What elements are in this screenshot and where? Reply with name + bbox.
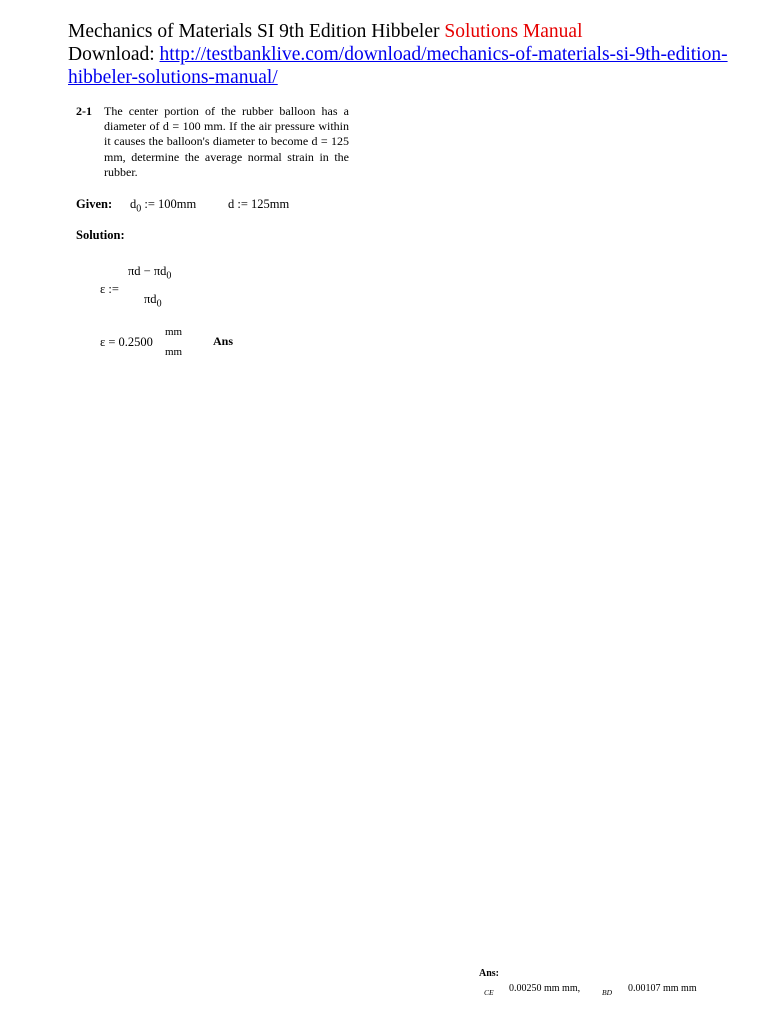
- footer-ans-label: Ans:: [479, 968, 500, 979]
- footer-ce-subscript: CE: [484, 988, 494, 997]
- strain-result: ε = 0.2500: [100, 335, 153, 349]
- download-label: Download:: [68, 44, 160, 65]
- document-header: [68, 20, 758, 89]
- denominator-text: πd: [144, 292, 157, 306]
- footer-value-ce: 0.00250 mm mm,: [509, 983, 581, 994]
- download-link-part2[interactable]: hibbeler-solutions-manual/: [68, 67, 278, 88]
- unit-denominator: mm: [165, 346, 183, 358]
- title-text: Mechanics of Materials SI 9th Edition Hibbeler: [68, 21, 445, 42]
- answer-label: Ans: [213, 334, 234, 348]
- given-d0: [130, 197, 196, 215]
- header-title: [68, 20, 758, 43]
- strain-denominator: [144, 292, 162, 310]
- solution-label: Solution:: [76, 228, 125, 242]
- given-d0-var: d: [130, 197, 137, 211]
- given-label: Given:: [76, 197, 113, 211]
- numerator-sub: 0: [166, 270, 172, 282]
- strain-definition-label: ε :=: [100, 282, 119, 296]
- strain-numerator: [128, 264, 171, 282]
- title-highlight: Solutions Manual: [444, 21, 583, 42]
- download-line: [68, 43, 758, 66]
- given-d0-sub: 0: [136, 203, 142, 215]
- denominator-sub: 0: [156, 298, 162, 310]
- given-d: d := 125mm: [228, 197, 290, 211]
- given-d0-value: := 100mm: [141, 197, 197, 211]
- problem-number: 2-1: [76, 104, 92, 118]
- unit-numerator: mm: [165, 326, 183, 338]
- problem-statement: The center portion of the rubber balloon has a diameter of d = 100 mm. If the air pressure within it causes the balloon's diameter to become d = 125 mm, determine the average normal strain in the rubber.: [104, 104, 349, 179]
- download-link-part1[interactable]: http://testbanklive.com/download/mechanics-of-materials-si-9th-edition-: [159, 44, 728, 65]
- numerator-text: πd − πd: [128, 264, 167, 278]
- footer-bd-subscript: BD: [602, 988, 612, 997]
- footer-value-bd: 0.00107 mm mm: [628, 983, 697, 994]
- download-line-2: [68, 66, 758, 89]
